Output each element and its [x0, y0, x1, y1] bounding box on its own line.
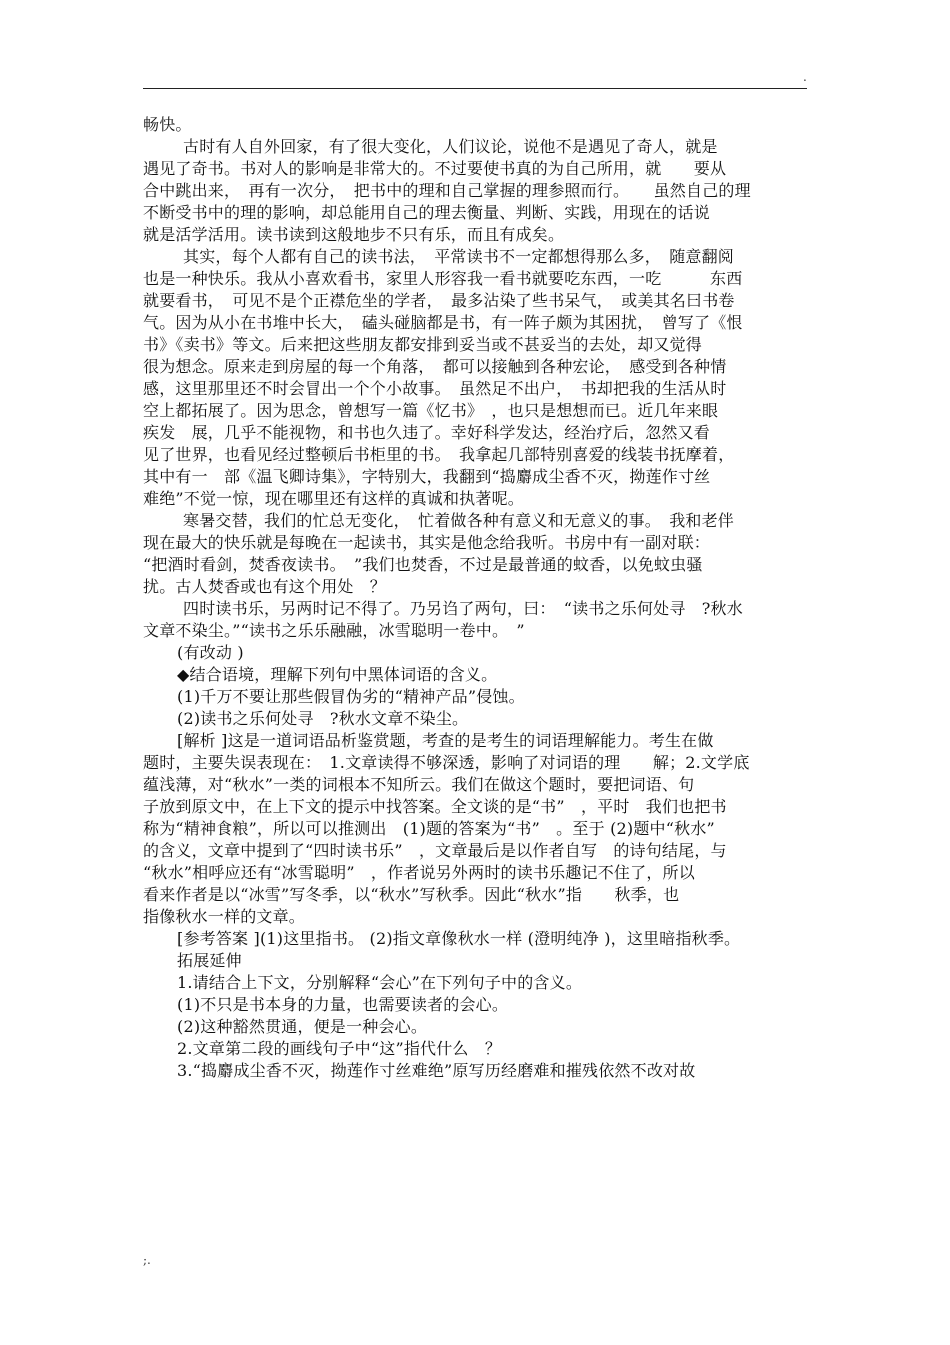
analysis-line: [解析 ]这是一道词语品析鉴赏题，考查的是考生的词语理解能力。考生在做: [177, 731, 714, 750]
text-line: 难绝”不觉一惊，现在哪里还有这样的真诚和执著呢。: [143, 489, 524, 508]
text-line: 也是一种快乐。我从小喜欢看书，家里人形容我一看书就要吃东西，一吃 东西: [143, 269, 743, 288]
text-line: 其实，每个人都有自己的读书法， 平常读书不一定都想得那么多， 随意翻阅: [183, 247, 735, 266]
text-line: 其中有一 部《温飞卿诗集》，字特别大，我翻到“捣麝成尘香不灭，拗莲作寸丝: [143, 467, 711, 486]
question-item: (1)千万不要让那些假冒伪劣的“精神产品”侵蚀。: [177, 687, 525, 706]
header-rule: [143, 88, 807, 89]
text-line: 寒暑交替，我们的忙总无变化， 忙着做各种有意义和无意义的事。 我和老伴: [183, 511, 735, 530]
analysis-line: “秋水”相呼应还有“冰雪聪明” ，作者说另外两时的读书乐趣记不住了，所以: [143, 863, 695, 882]
footer-mark: ;.: [143, 1253, 151, 1267]
text-line: 畅快。: [143, 115, 192, 134]
text-line: 合中跳出来， 再有一次分， 把书中的理和自己掌握的理参照而行。 虽然自己的理: [143, 181, 751, 200]
text-line: 遇见了奇书。书对人的影响是非常大的。不过要使书真的为自己所用，就 要从: [143, 159, 727, 178]
text-line: 现在最大的快乐就是每晚在一起读书，其实是他念给我听。书房中有一副对联：: [143, 533, 711, 552]
text-line: 古时有人自外回家，有了很大变化，人们议论，说他不是遇见了奇人，就是: [183, 137, 718, 156]
analysis-line: 子放到原文中，在上下文的提示中找答案。全文谈的是“书” ，平时 我们也把书: [143, 797, 727, 816]
text-line: 文章不染尘。”“读书之乐乐融融，冰雪聪明一卷中。 ”: [143, 621, 525, 640]
text-line: 感，这里那里还不时会冒出一个个小故事。 虽然足不出户， 书却把我的生活从时: [143, 379, 727, 398]
exercise-line: 3.“捣麝成尘香不灭，拗莲作寸丝难绝”原写历经磨难和摧残依然不改对故: [177, 1061, 696, 1080]
source-note: (有改动 ): [177, 643, 244, 662]
text-line: 扰。古人焚香或也有这个用处 ？: [143, 577, 387, 596]
text-line: 四时读书乐，另两时记不得了。乃另诌了两句，曰： “读书之乐何处寻 ?秋水: [183, 599, 743, 618]
exercise-line: (1)不只是书本身的力量，也需要读者的会心。: [177, 995, 509, 1014]
analysis-line: 的含义，文章中提到了“四时读书乐” ，文章最后是以作者自写 的诗句结尾，与: [143, 841, 727, 860]
page-body: [143, 114, 807, 1082]
text-line: “把酒时看剑，焚香夜读书。 ”我们也焚香，不过是最普通的蚊香，以免蚊虫骚: [143, 555, 703, 574]
analysis-line: 蕴浅薄，对“秋水”一类的词根本不知所云。我们在做这个题时，要把词语、句: [143, 775, 695, 794]
section-heading: 拓展延伸: [177, 951, 242, 970]
analysis-line: 看来作者是以“冰雪”写冬季，以“秋水”写秋季。因此“秋水”指 秋季，也: [143, 885, 680, 904]
text-line: 很为想念。原来走到房屋的每一个角落， 都可以接触到各种宏论， 感受到各种情: [143, 357, 727, 376]
text-line: 疾发 展，几乎不能视物，和书也久违了。幸好科学发达，经治疗后，忽然又看: [143, 423, 711, 442]
text-line: 空上都拓展了。因为思念，曾想写一篇《忆书》 ，也只是想想而已。近几年来眼: [143, 401, 719, 420]
exercise-line: 2.文章第二段的画线句子中“这”指代什么 ？: [177, 1039, 502, 1058]
analysis-line: 题时，主要失误表现在： 1.文章读得不够深透，影响了对词语的理 解；2.文学底: [143, 753, 750, 772]
text-line: 不断受书中的理的影响，却总能用自己的理去衡量、判断、实践，用现在的话说: [143, 203, 711, 222]
text-line: 就要看书， 可见不是个正襟危坐的学者， 最多沾染了些书呆气， 或美其名曰书卷: [143, 291, 735, 310]
text-line: 见了世界，也看见经过整顿后书柜里的书。 我拿起几部特别喜爱的线装书抚摩着，: [143, 445, 735, 464]
analysis-line: 称为“精神食粮”，所以可以推测出 (1)题的答案为“书” 。至于 (2)题中“秋水”: [143, 819, 715, 838]
header-mark: .: [803, 70, 807, 84]
text-line: 书》《卖书》等文。后来把这些朋友都安排到妥当或不甚妥当的去处，却又觉得: [143, 335, 703, 354]
exercise-line: (2)这种豁然贯通，便是一种会心。: [177, 1017, 428, 1036]
text-line: 气。因为从小在书堆中长大， 磕头碰脑都是书，有一阵子颇为其困扰， 曾写了《恨: [143, 313, 743, 332]
reference-answer: [参考答案 ](1)这里指书。 (2)指文章像秋水一样 (澄明纯净 )，这里暗指秋季。: [177, 929, 741, 948]
text-line: 就是活学活用。读书读到这般地步不只有乐，而且有成矣。: [143, 225, 565, 244]
question-prompt: ◆结合语境，理解下列句中黑体词语的含义。: [177, 665, 498, 684]
exercise-line: 1.请结合上下文，分别解释“会心”在下列句子中的含义。: [177, 973, 583, 992]
analysis-line: 指像秋水一样的文章。: [143, 907, 306, 926]
question-item: (2)读书之乐何处寻 ?秋水文章不染尘。: [177, 709, 469, 728]
